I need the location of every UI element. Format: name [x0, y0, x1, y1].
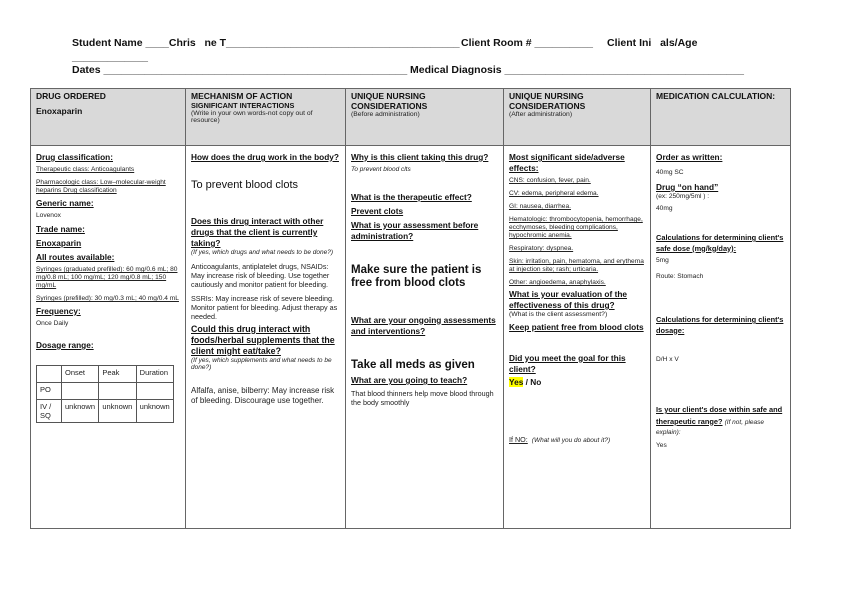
header-drug-ordered [31, 89, 186, 146]
routes-prefilled: Syringes (prefilled): 30 mg/0.3 mL; 40 mg/0.4 mL [36, 295, 179, 302]
trade-name-value: Enoxaparin [36, 238, 82, 248]
client-room-field[interactable]: __________ [534, 37, 593, 49]
why-taking-answer: To prevent blood clts [351, 166, 411, 173]
teach-question: What are you going to teach? [351, 375, 468, 386]
range-question-block [656, 404, 785, 438]
routes-question: All routes available: [36, 252, 115, 262]
drug-column [31, 146, 186, 529]
dosage-cell: unknown [62, 400, 99, 423]
dosage-table-row [37, 400, 174, 423]
side-effect-item: GI: nausea, diarrhea. [509, 203, 571, 210]
header-mechanism [186, 89, 346, 146]
drug-interaction-answer-1: Anticoagulants, antiplatelet drugs, NSAIDs: May increase risk of bleeding. Use together cautiously and monitor patient for bleeding. [191, 261, 330, 289]
food-interaction-note: (If yes, which supplements and what needs to be done?) [191, 356, 332, 372]
dosage-calc-question: Calculations for determining client's dosage: [656, 315, 784, 335]
dosage-cell: PO [37, 383, 62, 400]
medical-diagnosis-field[interactable]: _________________________________________ [504, 64, 744, 76]
mechanism-title: MECHANISM OF ACTION [191, 91, 293, 101]
drug-interaction-question: Does this drug interact with other drugs that the client is currently taking? [191, 216, 324, 248]
header-before [346, 89, 504, 146]
before-column [346, 146, 504, 529]
drug-on-hand-question: Drug “on hand” [656, 182, 719, 192]
therapeutic-effect-question: What is the therapeutic effect? [351, 191, 472, 202]
drug-ordered-name: Enoxaparin [36, 105, 83, 116]
dates-label: Dates [72, 64, 101, 76]
dosage-range-question: Dosage range: [36, 340, 94, 350]
drug-interaction-answer-2: SSRIs: May increase risk of severe bleeding. Monitor patient for bleeding. Adjust therapy as needed. [191, 293, 338, 321]
evaluation-question: What is your evaluation of the effectiveness of this drug? [509, 289, 628, 310]
range-answer: Yes [656, 441, 667, 449]
side-effect-item: Other: angioedema, anaphylaxis. [509, 279, 606, 286]
goal-yes-option[interactable]: Yes [509, 376, 524, 387]
goal-no-option[interactable]: No [530, 376, 542, 387]
mechanism-note: (Write in your own words-not copy out of resource) [191, 109, 313, 125]
dosage-calc-answer: D/H x V [656, 356, 679, 363]
medical-diagnosis-label: Medical Diagnosis [410, 64, 502, 76]
after-note: (After administration) [509, 111, 573, 118]
table-header-row [31, 89, 791, 146]
dosage-header-cell: Duration [136, 366, 173, 383]
dosage-cell [99, 383, 136, 400]
trade-name-question: Trade name: [36, 224, 85, 234]
student-name-label: Student Name [72, 37, 143, 49]
side-effect-item: Hematologic: thrombocytopenia, hemorrhage, ecchymoses, bleeding complications, hypochromic anemia. [509, 216, 643, 239]
client-initials-label: Client Ini als/Age [607, 37, 698, 49]
if-no-note: (What will you do about it?) [531, 437, 611, 445]
drug-ordered-title: DRUG ORDERED [36, 91, 106, 101]
assessment-before-answer: Make sure the patient is free from blood clots [351, 263, 482, 290]
if-no-label: If NO: [509, 435, 528, 445]
drug-card-table [30, 88, 791, 529]
goal-separator: / [523, 376, 531, 387]
after-column [504, 146, 651, 529]
routes-graduated: Syringes (graduated prefilled): 60 mg/0.6 mL; 80 mg/0.8 mL; 100 mg/mL; 120 mg/0.8 mL; 150 mg/mL [36, 266, 178, 289]
student-name-field[interactable]: ____Chris ne T________________________________________ [145, 37, 460, 49]
dosage-header-cell: Peak [99, 366, 136, 383]
header-after [504, 89, 651, 146]
client-room-line [461, 37, 593, 49]
dosage-cell [136, 383, 173, 400]
order-written-answer: 40mg SC [656, 169, 684, 176]
dosage-header-cell: Onset [62, 366, 99, 383]
frequency-question: Frequency: [36, 306, 81, 316]
how-works-question: How does the drug work in the body? [191, 152, 339, 162]
before-note: (Before administration) [351, 111, 420, 118]
side-effect-item: CV: edema, peripheral edema. [509, 190, 599, 197]
before-title: UNIQUE NURSING CONSIDERATIONS [351, 91, 428, 111]
drug-classification-question: Drug classification: [36, 152, 113, 162]
medical-diagnosis-line [410, 64, 744, 76]
therapeutic-class: Therapeutic class: Anticoagulants [36, 166, 135, 173]
order-written-question: Order as written: [656, 152, 723, 162]
safe-dose-question: Calculations for determining client's safe dose (mg/kg/day): [656, 233, 784, 253]
ongoing-assessments-question: What are your ongoing assessments and interventions? [351, 314, 496, 336]
dosage-cell [62, 383, 99, 400]
dosage-cell: unknown [99, 400, 136, 423]
client-room-label: Client Room # [461, 37, 532, 49]
dosage-cell: IV / SQ [37, 400, 62, 423]
drug-on-hand-answer: 40mg [656, 205, 673, 212]
mechanism-subtitle: SIGNIFICANT INTERACTIONS [191, 100, 295, 110]
therapeutic-effect-answer: Prevent clots [351, 205, 404, 216]
after-title: UNIQUE NURSING CONSIDERATIONS [509, 91, 586, 111]
calc-title: MEDICATION CALCULATION: [656, 91, 776, 101]
why-taking-question: Why is this client taking this drug? [351, 152, 489, 162]
food-interaction-question: Could this drug interact with foods/herbal supplements that the client might eat/take? [191, 323, 335, 356]
side-effect-item: Respiratory: dyspnea. [509, 245, 574, 252]
header-underline: _____________ [72, 51, 148, 63]
range-note: (If not, please explain): [656, 418, 764, 436]
drug-on-hand-note: (ex: 250mg/5ml ) : [656, 193, 710, 200]
side-effect-item: Skin: irritation, pain, hematoma, and erythema at injection site; rash; urticaria. [509, 258, 644, 273]
frequency-value: Once Daily [36, 320, 69, 327]
dates-field[interactable]: ____________________________________________________ [103, 64, 408, 76]
dates-line [72, 64, 407, 76]
pharmacologic-class: Pharmacologic class: Low–molecular-weight heparins Drug classification [36, 179, 166, 194]
header-calc [651, 89, 791, 146]
side-effect-item: CNS: confusion, fever, pain. [509, 177, 591, 184]
calc-column [651, 146, 791, 529]
goal-question: Did you meet the goal for this client? [509, 352, 626, 374]
dosage-header-cell [37, 366, 62, 383]
teach-answer: That blood thinners help move blood through the body smoothly [351, 389, 494, 408]
goal-answer [509, 378, 645, 388]
dosage-table [36, 365, 174, 423]
dosage-table-row [37, 383, 174, 400]
student-name-line [72, 37, 460, 49]
assessment-before-question: What is your assessment before administration? [351, 219, 479, 241]
food-interaction-answer: Alfalfa, anise, bilberry: May increase risk of bleeding. Discourage use together. [191, 385, 335, 405]
generic-name-question: Generic name: [36, 198, 94, 208]
drug-interaction-note: (If yes, which drugs and what needs to be done?) [191, 249, 334, 256]
mechanism-column [186, 146, 346, 529]
if-no-line [509, 435, 645, 445]
generic-name-value: Lovenox [36, 212, 61, 219]
evaluation-note: (What is the client assessment?) [509, 311, 608, 318]
how-works-answer: To prevent blood clots [191, 179, 299, 191]
dosage-table-header [37, 366, 174, 383]
table-body-row [31, 146, 791, 529]
range-question: Is your client's dose within safe and therapeutic range? [656, 405, 783, 426]
dosage-cell: unknown [136, 400, 173, 423]
ongoing-assessments-answer: Take all meds as given [351, 358, 475, 371]
evaluation-answer: Keep patient free from blood clots [509, 321, 644, 332]
route-answer: Route: Stomach [656, 273, 704, 280]
safe-dose-answer: 5mg [656, 257, 669, 264]
side-effects-question: Most significant side/adverse effects: [509, 152, 625, 173]
